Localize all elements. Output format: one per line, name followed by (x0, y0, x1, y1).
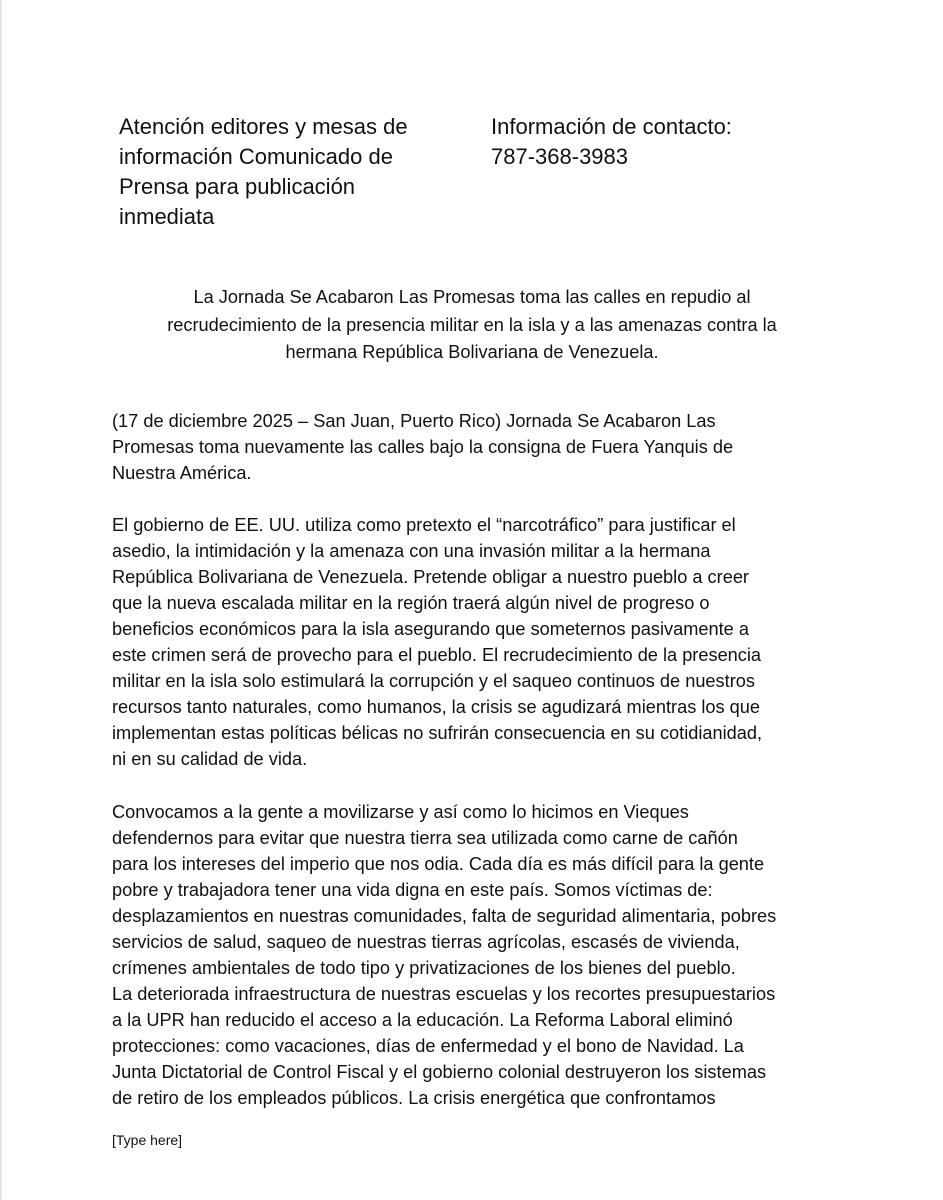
paragraph-line: militar en la isla solo estimulará la corrupción y el saqueo continuos de nuestros (112, 671, 755, 691)
headline-line: recrudecimiento de la presencia militar en la isla y a las amenazas contra la (167, 314, 777, 335)
paragraph-line: desplazamientos en nuestras comunidades, falta de seguridad alimentaria, pobres (112, 906, 777, 926)
paragraph-line: defendernos para evitar que nuestra tierra sea utilizada como carne de cañón (112, 828, 738, 848)
paragraph-line: beneficios económicos para la isla asegurando que someternos pasivamente a (112, 619, 749, 639)
footer-placeholder: [Type here] (112, 1132, 183, 1148)
paragraph-line: asedio, la intimidación y la amenaza con una invasión militar a la hermana (112, 541, 711, 561)
page-edge-divider (0, 0, 2, 1200)
press-release-headline (112, 284, 832, 367)
contact-info-label: Información de contacto: (491, 114, 732, 139)
paragraph-line: República Bolivariana de Venezuela. Pretende obligar a nuestro pueblo a creer (112, 567, 749, 587)
paragraph-line: crímenes ambientales de todo tipo y privatizaciones de los bienes del pueblo. (112, 958, 736, 978)
paragraph-line: El gobierno de EE. UU. utiliza como pretexto el “narcotráfico” para justificar el (112, 515, 736, 535)
paragraph-line: que la nueva escalada militar en la región traerá algún nivel de progreso o (112, 593, 710, 613)
paragraph-line: Promesas toma nuevamente las calles bajo la consigna de Fuera Yanquis de (112, 437, 734, 457)
paragraph-line: a la UPR han reducido el acceso a la educación. La Reforma Laboral eliminó (112, 1010, 733, 1030)
contact-phone: 787-368-3983 (491, 144, 629, 169)
paragraph-line: La deteriorada infraestructura de nuestras escuelas y los recortes presupuestarios (112, 984, 776, 1004)
paragraph-line: este crimen será de provecho para el pueblo. El recrudecimiento de la presencia (112, 645, 762, 665)
paragraph-line: ni en su calidad de vida. (112, 749, 308, 769)
editors-attention-line: inmediata (119, 204, 215, 229)
paragraph-line: de retiro de los empleados públicos. La crisis energética que confrontamos (112, 1088, 716, 1108)
editors-attention-block (119, 112, 439, 232)
paragraph-line: servicios de salud, saqueo de nuestras tierras agrícolas, escasés de vivienda, (112, 932, 740, 952)
paragraph-line: Junta Dictatorial de Control Fiscal y el gobierno colonial destruyeron los sistemas (112, 1062, 767, 1082)
paragraph-call-to-mobilize (112, 799, 842, 1111)
paragraph-us-government (112, 512, 842, 772)
paragraph-line: pobre y trabajadora tener una vida digna en este país. Somos víctimas de: (112, 880, 713, 900)
paragraph-line: recursos tanto naturales, como humanos, la crisis se agudizará mientras los que (112, 697, 760, 717)
editors-attention-line: información Comunicado de (119, 144, 393, 169)
paragraph-line: protecciones: como vacaciones, días de enfermedad y el bono de Navidad. La (112, 1036, 744, 1056)
paragraph-dateline (112, 408, 842, 486)
paragraph-line: (17 de diciembre 2025 – San Juan, Puerto Rico) Jornada Se Acabaron Las (112, 411, 716, 431)
paragraph-line: Nuestra América. (112, 463, 252, 483)
headline-line: La Jornada Se Acabaron Las Promesas toma las calles en repudio al (193, 287, 751, 307)
editors-attention-line: Atención editores y mesas de (119, 114, 408, 139)
paragraph-line: para los intereses del imperio que nos odia. Cada día es más difícil para la gente (112, 854, 765, 874)
paragraph-line: implementan estas políticas bélicas no sufrirán consecuencia en su cotidianidad, (112, 723, 763, 743)
contact-info-block (491, 112, 821, 172)
editors-attention-line: Prensa para publicación (119, 174, 356, 199)
paragraph-line: Convocamos a la gente a movilizarse y así como lo hicimos en Vieques (112, 802, 689, 822)
headline-line: hermana República Bolivariana de Venezuela. (285, 342, 659, 362)
